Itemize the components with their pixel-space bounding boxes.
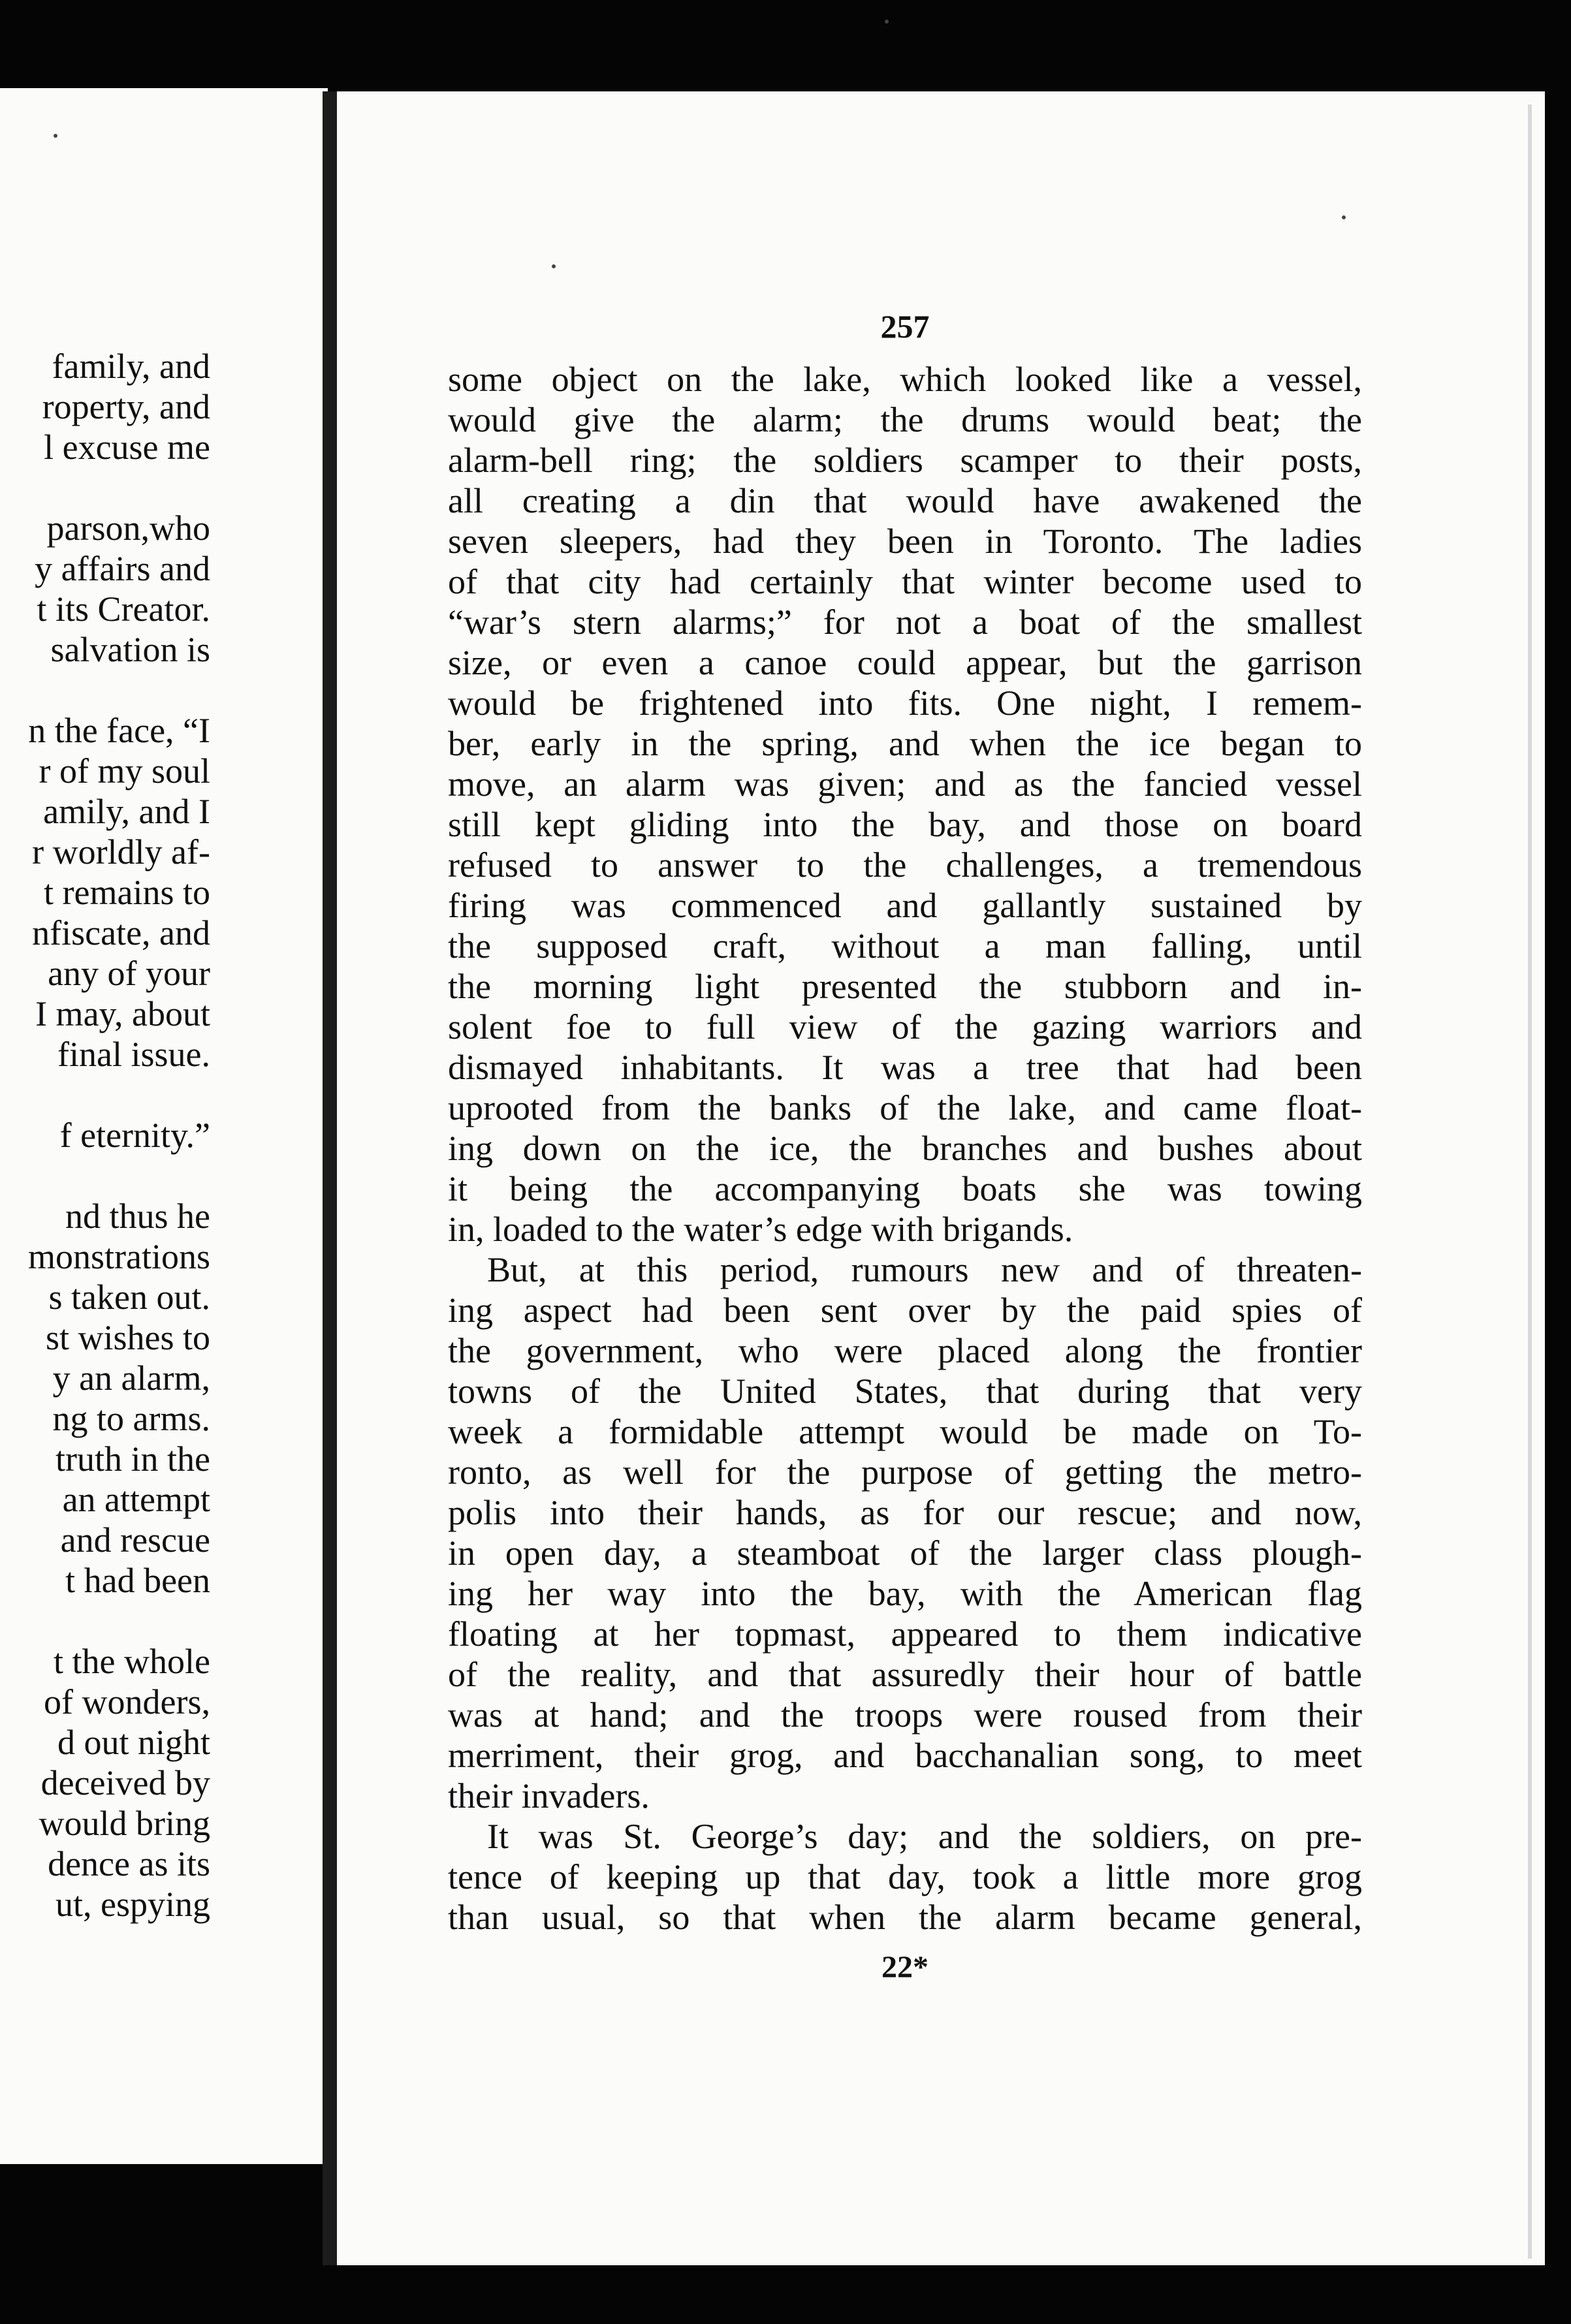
- left-text-line: ut, espying: [56, 1885, 210, 1924]
- left-page: [0, 88, 328, 2164]
- left-text-line: nd thus he: [65, 1197, 210, 1236]
- left-text-line: n the face, “I: [28, 711, 210, 750]
- body-text-line: seven sleepers, had they been in Toronto. The ladies: [448, 522, 1362, 561]
- body-text-line: week a formidable attempt would be made on To-: [448, 1412, 1362, 1451]
- body-text-line: was at hand; and the troops were roused from their: [448, 1695, 1362, 1735]
- body-text-line: it being the accompanying boats she was towing: [448, 1169, 1362, 1208]
- left-text-line: dence as its: [48, 1844, 210, 1883]
- body-text-line: would be frightened into fits. One night, I remem-: [448, 683, 1362, 723]
- body-text-line: ber, early in the spring, and when the ice began to: [448, 724, 1362, 763]
- body-text-line: some object on the lake, which looked like a vessel,: [448, 360, 1362, 399]
- body-text: [448, 359, 1362, 1938]
- body-text-line: But, at this period, rumours new and of threaten-: [487, 1250, 1362, 1289]
- left-text-line: roperty, and: [42, 387, 210, 426]
- left-text-line: salvation is: [50, 630, 210, 669]
- body-text-line: uprooted from the banks of the lake, and came float-: [448, 1088, 1362, 1127]
- dust-speck: [54, 134, 57, 138]
- body-text-line: would give the alarm; the drums would beat; the: [448, 400, 1362, 439]
- left-text-line: I may, about: [35, 994, 210, 1033]
- left-text-line: family, and: [52, 347, 210, 386]
- body-text-line: the morning light presented the stubborn and in-: [448, 967, 1362, 1006]
- body-text-line: their invaders.: [448, 1776, 650, 1815]
- left-text-line: t the whole: [54, 1642, 210, 1681]
- body-text-line: of that city had certainly that winter become used to: [448, 562, 1362, 601]
- body-text-line: “war’s stern alarms;” for not a boat of the smallest: [448, 603, 1362, 642]
- right-page: [323, 91, 1545, 2265]
- right-page-content: [448, 307, 1362, 1987]
- body-text-line: refused to answer to the challenges, a tremendous: [448, 845, 1362, 885]
- body-text-line: size, or even a canoe could appear, but the garrison: [448, 643, 1362, 682]
- page-number: 257: [880, 308, 930, 345]
- left-text-line: y affairs and: [35, 549, 210, 588]
- left-page-text: [0, 346, 210, 1924]
- body-text-line: floating at her topmast, appeared to them indicative: [448, 1614, 1362, 1654]
- left-text-line: d out night: [57, 1723, 210, 1762]
- left-text-line: ng to arms.: [52, 1399, 210, 1438]
- left-text-line: t its Creator.: [37, 589, 210, 629]
- left-text-line: t had been: [65, 1561, 210, 1600]
- left-text-line: an attempt: [62, 1480, 210, 1519]
- left-text-line: l excuse me: [44, 428, 210, 467]
- body-text-line: dismayed inhabitants. It was a tree that had been: [448, 1048, 1362, 1087]
- body-text-line: in open day, a steamboat of the larger class plough-: [448, 1533, 1362, 1573]
- paragraph-gap: [0, 1155, 210, 1196]
- body-text-line: polis into their hands, as for our rescue; and now,: [448, 1493, 1362, 1532]
- body-text-line: ing down on the ice, the branches and bushes about: [448, 1129, 1362, 1168]
- left-text-line: nfiscate, and: [32, 913, 210, 952]
- body-text-line: tence of keeping up that day, took a little more grog: [448, 1857, 1362, 1896]
- left-text-line: and rescue: [60, 1520, 210, 1560]
- body-text-line: ing her way into the bay, with the American flag: [448, 1574, 1362, 1613]
- body-text-line: alarm-bell ring; the soldiers scamper to their posts,: [448, 441, 1362, 480]
- left-text-line: s taken out.: [48, 1278, 210, 1317]
- body-text-line: firing was commenced and gallantly sustained by: [448, 886, 1362, 925]
- dust-speck: [885, 20, 889, 24]
- left-text-line: amily, and I: [43, 792, 210, 831]
- left-text-line: any of your: [48, 954, 210, 993]
- left-text-line: y an alarm,: [52, 1358, 210, 1398]
- paragraph-gap: [0, 1075, 210, 1115]
- body-text-line: It was St. George’s day; and the soldiers, on pre-: [487, 1817, 1362, 1856]
- paragraph-gap: [0, 1601, 210, 1641]
- paragraph-gap: [0, 467, 210, 508]
- left-text-line: truth in the: [56, 1439, 210, 1479]
- body-text-line: merriment, their grog, and bacchanalian song, to meet: [448, 1736, 1362, 1775]
- body-text-line: in, loaded to the water’s edge with brigands.: [448, 1210, 1073, 1249]
- dust-speck: [552, 264, 556, 268]
- left-text-line: t remains to: [44, 873, 210, 912]
- page-edge: [1528, 104, 1532, 2259]
- body-text-line: solent foe to full view of the gazing warriors and: [448, 1007, 1362, 1046]
- paragraph-gap: [0, 670, 210, 710]
- left-text-line: monstrations: [28, 1237, 210, 1276]
- signature-mark: 22*: [881, 1950, 928, 1985]
- left-text-line: r worldly af-: [32, 832, 210, 872]
- dust-speck: [1342, 215, 1346, 219]
- body-text-line: than usual, so that when the alarm became general,: [448, 1898, 1362, 1937]
- left-text-line: f eternity.”: [59, 1116, 210, 1155]
- left-text-line: of wonders,: [44, 1682, 210, 1721]
- body-text-line: ronto, as well for the purpose of getting the metro-: [448, 1452, 1362, 1492]
- left-text-line: r of my soul: [39, 751, 210, 791]
- body-text-line: of the reality, and that assuredly their hour of battle: [448, 1655, 1362, 1694]
- body-text-line: ing aspect had been sent over by the paid spies of: [448, 1291, 1362, 1330]
- body-text-line: towns of the United States, that during that very: [448, 1372, 1362, 1411]
- body-text-line: the supposed craft, without a man falling, until: [448, 926, 1362, 966]
- left-text-line: parson,who: [46, 509, 210, 548]
- body-text-line: the government, who were placed along the frontier: [448, 1331, 1362, 1370]
- body-text-line: move, an alarm was given; and as the fancied vessel: [448, 764, 1362, 804]
- left-text-line: st wishes to: [45, 1318, 210, 1357]
- left-text-line: deceived by: [40, 1763, 210, 1802]
- left-text-line: would bring: [39, 1804, 210, 1843]
- body-text-line: all creating a din that would have awakened the: [448, 481, 1362, 520]
- body-text-line: still kept gliding into the bay, and those on board: [448, 805, 1362, 844]
- left-text-line: final issue.: [57, 1035, 210, 1074]
